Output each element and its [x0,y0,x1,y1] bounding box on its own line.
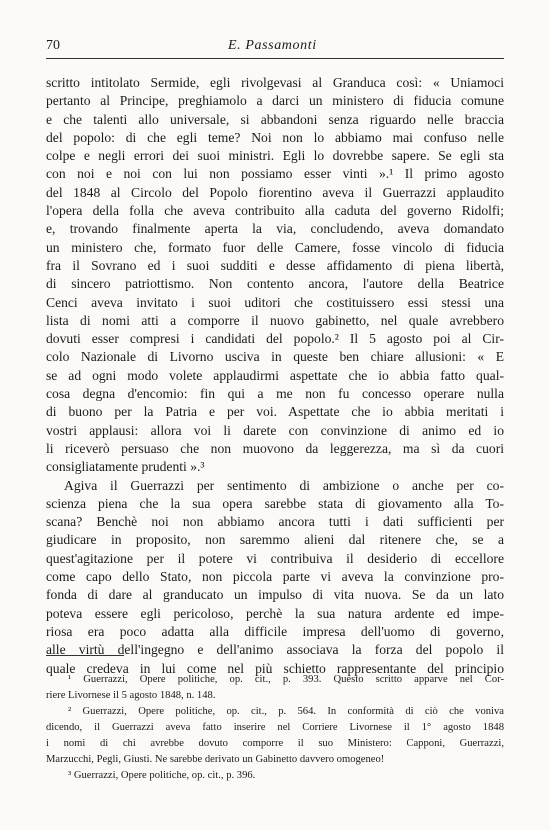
body-line: un ministero che, formato fuor delle Camere, fosse vincolo di fiducia [46,239,504,255]
body-line: poteva essere egli pericoloso, perchè la sua natura ardente ed impe- [46,605,504,621]
body-line: dovuti esser compresi i candidati del popolo.² Il 5 agosto poi al Cir- [46,331,504,347]
body-line: e che talenti allo universale, si abbandoni senza riguardo nelle braccia [46,111,504,127]
footnote-line: i nomi di chi avrebbe dovuto comporre il suo Ministero: Capponi, Guerrazzi, [46,738,504,749]
body-text [46,74,504,678]
body-line: vostri applausi: allora voi li darete con convinzione di animo ed io [46,422,504,438]
body-line: del popolo: di che egli teme? Noi non lo abbiamo mai confuso nelle [46,129,504,145]
page-header [46,38,504,60]
footnotes [46,672,504,784]
body-line: di buono per la Patria e per voi. Aspettate che io abbia meritati i [46,404,504,420]
footnote-rule [46,655,124,656]
body-line: con noi e noi con lui non possiamo esser vinti ».¹ Il primo agosto [46,166,504,182]
body-line: come capo dello Stato, non piccola parte vi aveva la convinzione pro- [46,569,504,585]
body-line: colpe e negli errori dei suoi ministri. Egli lo dovrebbe sapere. Se egli sta [46,148,504,164]
body-line: alle virtù dell'ingegno e dell'animo associava la forza del popolo il [46,642,504,658]
body-line: li riceverò persuaso che non muovono da leggerezza, ma sì da cuori [46,440,504,456]
body-line: di sincero patriottismo. Non contento ancora, l'autore della Beatrice [46,276,504,292]
footnote-line: ² Guerrazzi, Opere politiche, op. cit., p. 564. In conformità di ciò che voniva [68,706,504,717]
body-line: del 1848 al Circolo del Popolo fiorentino aveva il Guerrazzi applaudito [46,184,504,200]
footnote-line: dicendo, il Guerrazzi aveva fatto inserire nel Corriere Livornese il 1° agosto 1848 [46,722,504,733]
body-line: colo Nazionale di Livorno usciva in queste ben chiare allusioni: « E [46,349,504,365]
body-line: quest'agitazione per il potere vi contribuiva il desiderio di eccellore [46,550,504,566]
footnote-line: ¹ Guerrazzi, Opere politiche, op. cit., p. 393. Questo scritto apparve nel Cor- [68,674,504,685]
body-line: scienza piena che la sua opera sarebbe stata di giovamento alla To- [46,495,504,511]
body-line: lista di nomi atti a comporre il nuovo gabinetto, nel quale avrebbero [46,312,504,328]
body-line: giudicare in proposito, non saremmo alieni dal ritenere che, se a [46,532,504,548]
header-rule [46,58,504,59]
body-line: cosa degna d'encomio: fin qui a me non fu concesso operare nulla [46,386,504,402]
body-line: e, trovando finalmente aperta la via, concludendo, aveva domandato [46,221,504,237]
body-line: scritto intitolato Sermide, egli rivolgevasi al Granduca così: « Uniamoci [46,75,504,90]
body-line: l'opera della folla che aveva contribuito alla caduta del governo Ridolfi; [46,203,504,219]
body-line: pertanto al Principe, preghiamolo a darci un ministero di fiducia comune [46,93,504,109]
body-line: consigliatamente prudenti ».³ [46,459,205,475]
body-line: scana? Benchè noi non abbiamo ancora tutti i dati sufficienti per [46,514,504,530]
body-line: fra il Sovrano ed i suoi sudditi e desse affidamento di piena libertà, [46,257,504,273]
body-line: fonda di dare al granducato un impulso di vita nuova. Se da un lato [46,587,504,603]
body-line: quale credeva in lui come nel più schietto rappresentante del principio [46,660,504,676]
footnote-line: ³ Guerrazzi, Opere politiche, op. cit., p. 396. [68,770,256,781]
body-line: se ad ogni modo volete applaudirmi aspettate che io abbia fatto qual- [46,367,504,383]
body-line: Cenci aveva invitato i suoi uditori che costituissero essi stessi una [46,294,504,310]
running-head: E. Passamonti [228,38,317,53]
body-line: Agiva il Guerrazzi per sentimento di ambizione o anche per co- [64,477,504,493]
footnote-line: riere Livornese il 5 agosto 1848, n. 148. [46,690,216,701]
page-number: 70 [46,38,60,53]
footnote-line: Marzucchi, Pegli, Giusti. Ne sarebbe derivato un Gabinetto davvero omogeneo! [46,754,385,765]
body-line: riosa era poco adatta alla difficile impresa dell'uomo di governo, [46,623,504,639]
